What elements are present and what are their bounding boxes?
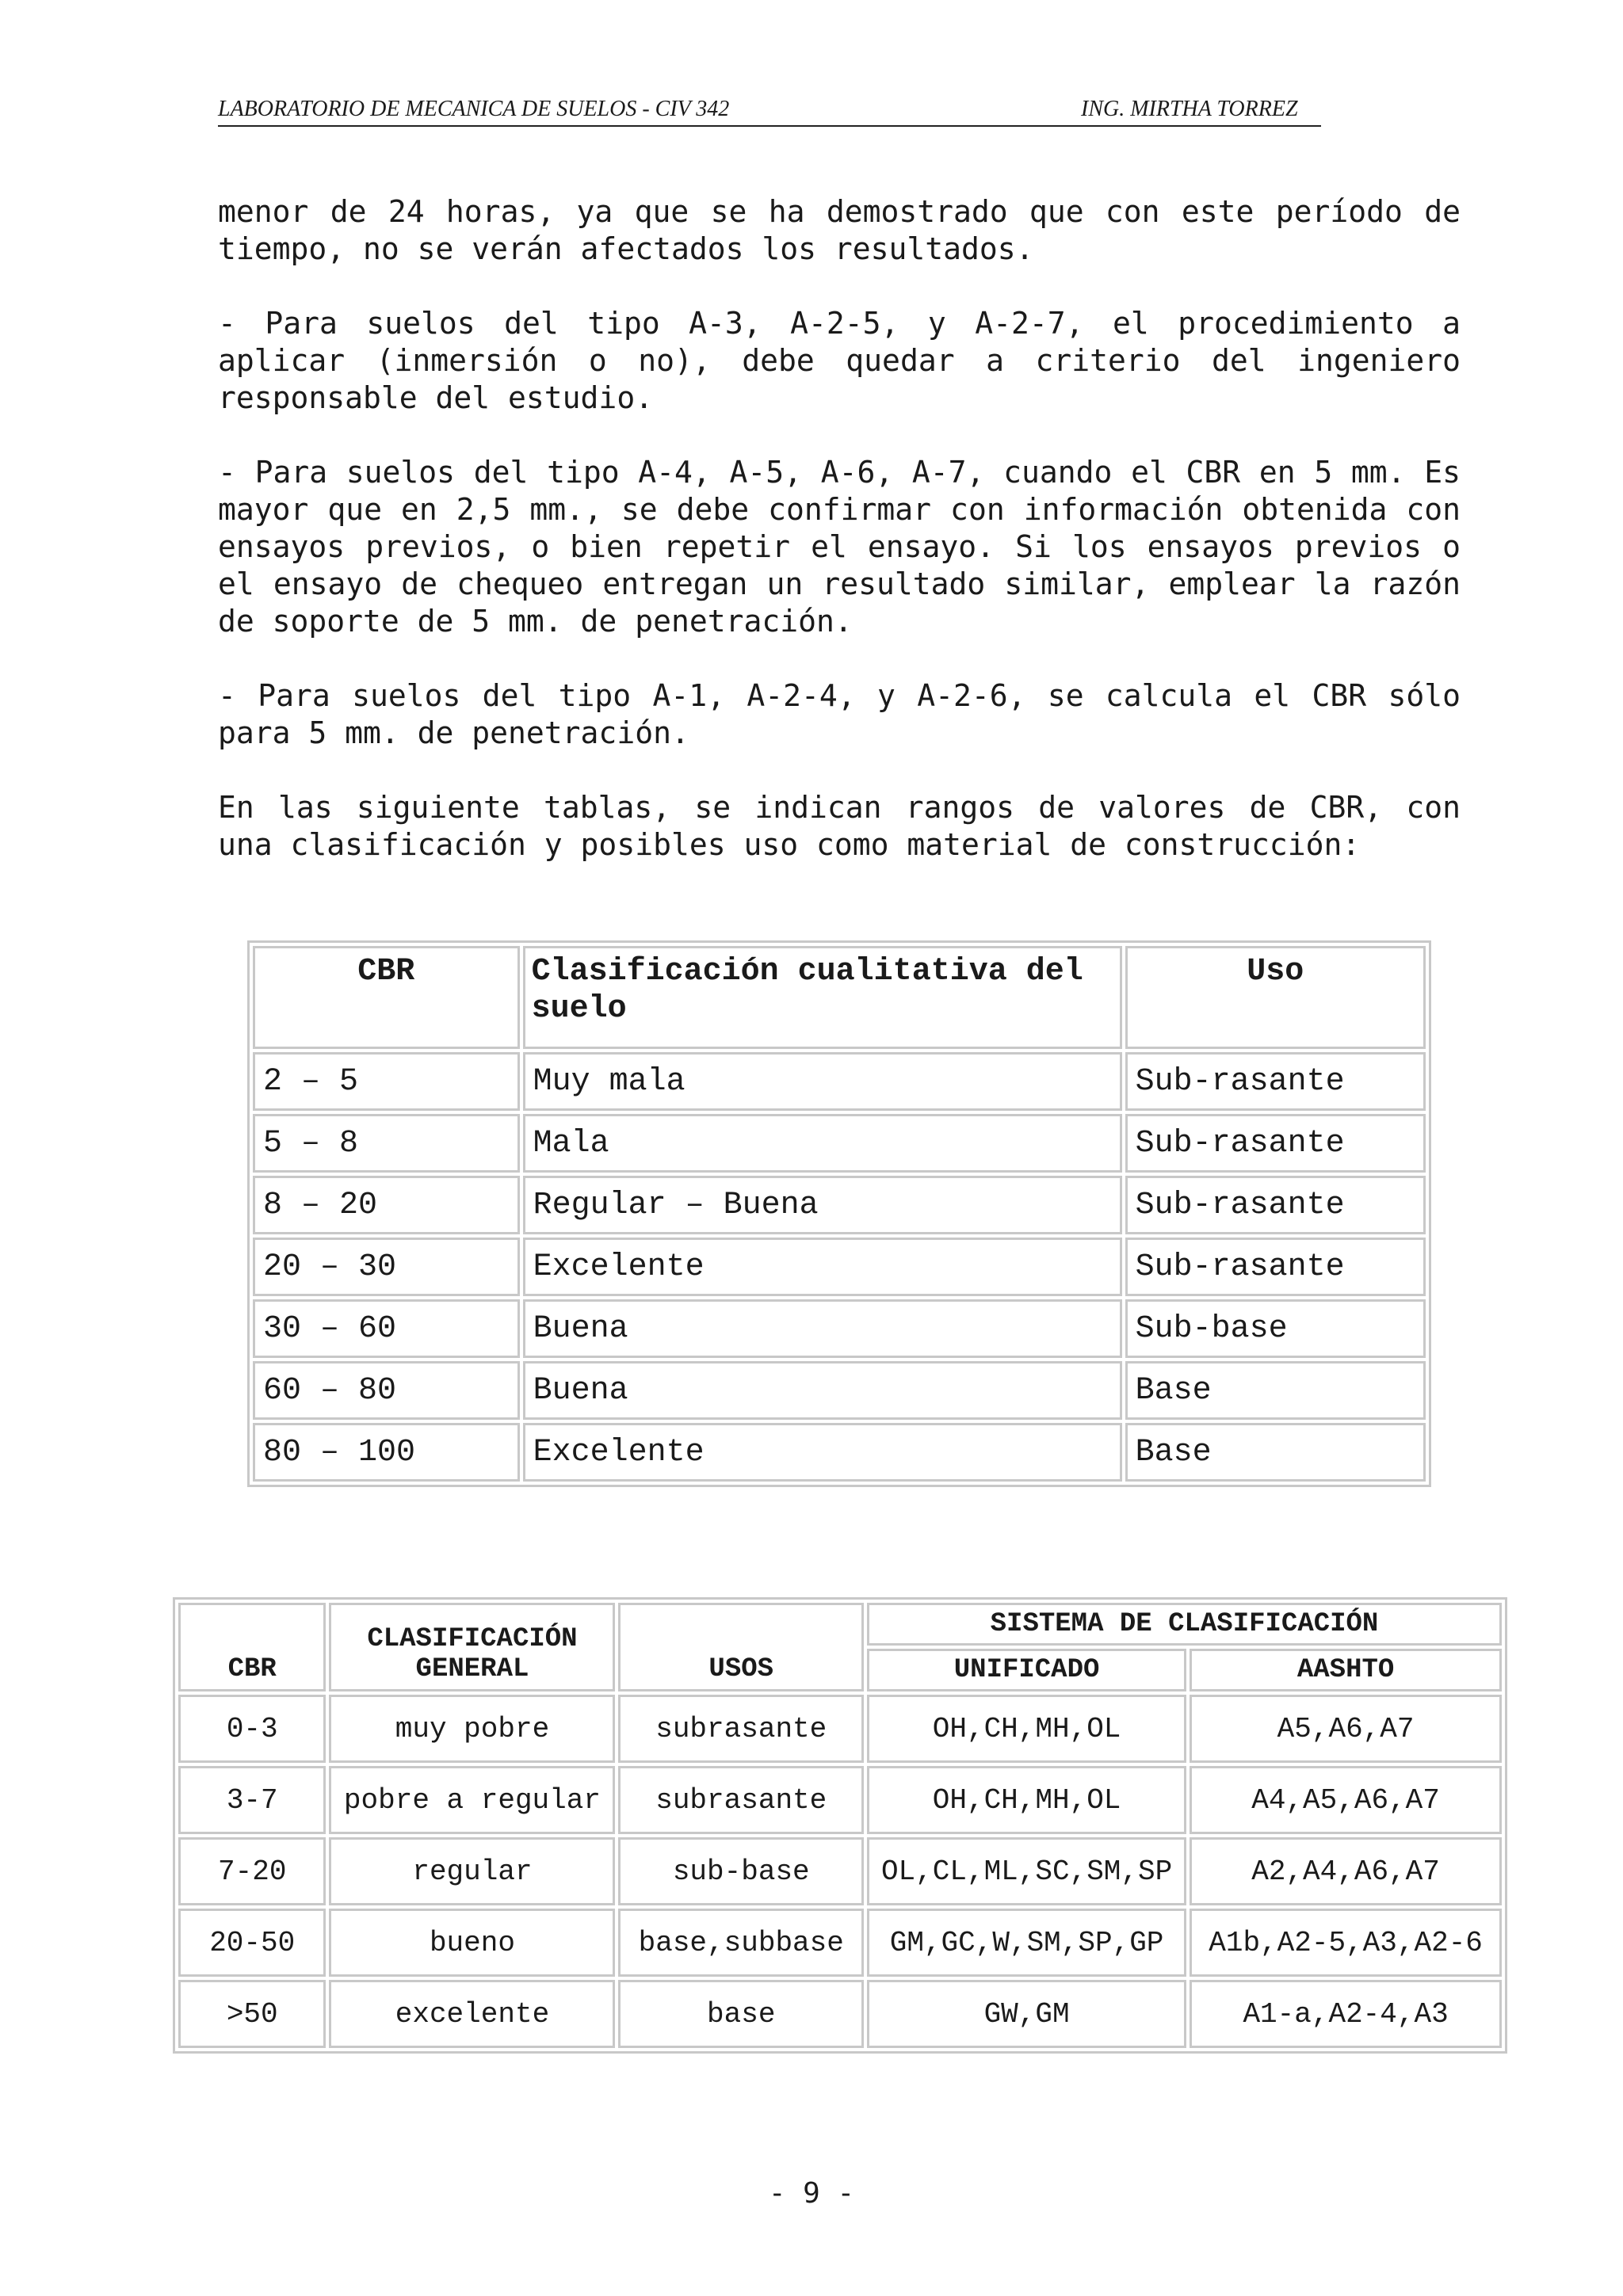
table-row: [253, 1361, 1426, 1420]
cell-cbr: 3-7: [178, 1766, 326, 1834]
cell-cbr: 20 – 30: [253, 1238, 520, 1296]
cell-classification: Buena: [523, 1299, 1122, 1358]
cbr-classification-system-table: [173, 1597, 1507, 2054]
table-row: [253, 1238, 1426, 1296]
cell-cbr: >50: [178, 1980, 326, 2048]
cell-uses: base,subbase: [618, 1909, 864, 1977]
cell-unified: OL,CL,ML,SC,SM,SP: [867, 1837, 1186, 1905]
header-author: ING. MIRTHA TORREZ: [1081, 97, 1298, 121]
cell-use: Sub-rasante: [1125, 1238, 1426, 1296]
table-row: [178, 1766, 1502, 1834]
table-row: [253, 1423, 1426, 1482]
page-header: [218, 97, 1321, 127]
cell-cbr: 0-3: [178, 1695, 326, 1763]
table-row: [253, 1052, 1426, 1111]
cell-cbr: 80 – 100: [253, 1423, 520, 1482]
cell-use: Sub-rasante: [1125, 1052, 1426, 1111]
table-row: [178, 1695, 1502, 1763]
cell-classification: Excelente: [523, 1423, 1122, 1482]
cell-use: Base: [1125, 1423, 1426, 1482]
column-header-use: Uso: [1125, 946, 1426, 1049]
table-row: [253, 1114, 1426, 1173]
column-header-classification: Clasificación cualitativa del suelo: [523, 946, 1122, 1049]
cell-uses: subrasante: [618, 1695, 864, 1763]
cell-cbr: 60 – 80: [253, 1361, 520, 1420]
table-header-row: [178, 1603, 1502, 1646]
cell-uses: subrasante: [618, 1766, 864, 1834]
cell-cbr: 2 – 5: [253, 1052, 520, 1111]
cell-cbr: 30 – 60: [253, 1299, 520, 1358]
paragraph: En las siguiente tablas, se indican rangos de valores de CBR, con una clasificación y posibles uso como material de construcción:: [218, 790, 1461, 862]
table-row: [253, 1299, 1426, 1358]
cell-use: Sub-rasante: [1125, 1114, 1426, 1173]
paragraph: - Para suelos del tipo A-3, A-2-5, y A-2-7, el procedimiento a aplicar (inmersión o no), debe quedar a criterio del ingeniero responsable del estudio.: [218, 306, 1461, 415]
cell-classification: Buena: [523, 1361, 1122, 1420]
header-course: LABORATORIO DE MECANICA DE SUELOS - CIV 342: [218, 97, 730, 121]
cell-aashto: A4,A5,A6,A7: [1190, 1766, 1502, 1834]
cell-uses: sub-base: [618, 1837, 864, 1905]
table-row: [253, 1176, 1426, 1234]
cell-cbr: 8 – 20: [253, 1176, 520, 1234]
cell-use: Sub-rasante: [1125, 1176, 1426, 1234]
column-header-classification-system: SISTEMA DE CLASIFICACIÓN: [867, 1603, 1502, 1646]
cell-classification: Muy mala: [523, 1052, 1122, 1111]
page-number: - 9 -: [768, 2177, 855, 2210]
cell-aashto: A1b,A2-5,A3,A2-6: [1190, 1909, 1502, 1977]
cell-unified: OH,CH,MH,OL: [867, 1695, 1186, 1763]
cell-aashto: A2,A4,A6,A7: [1190, 1837, 1502, 1905]
table-row: [178, 1837, 1502, 1905]
column-header-general-classification: CLASIFICACIÓN GENERAL: [329, 1603, 615, 1691]
body-text: [218, 193, 1461, 864]
paragraph: - Para suelos del tipo A-4, A-5, A-6, A-7, cuando el CBR en 5 mm. Es mayor que en 2,5 mm., se debe confirmar con información obtenida con ensayos previos, o bien repetir el ensayo. Si los ensayos previos o el ensayo de chequeo entregan un resultado similar, emplear la razón de soporte de 5 mm. de penetración.: [218, 455, 1461, 639]
cell-use: Base: [1125, 1361, 1426, 1420]
cell-use: Sub-base: [1125, 1299, 1426, 1358]
cell-general-classification: bueno: [329, 1909, 615, 1977]
cell-cbr: 7-20: [178, 1837, 326, 1905]
cell-aashto: A5,A6,A7: [1190, 1695, 1502, 1763]
paragraph: menor de 24 horas, ya que se ha demostrado que con este período de tiempo, no se verán afectados los resultados.: [218, 194, 1461, 266]
column-header-cbr: CBR: [253, 946, 520, 1049]
cell-classification: Mala: [523, 1114, 1122, 1173]
cell-cbr: 20-50: [178, 1909, 326, 1977]
table-row: [178, 1980, 1502, 2048]
cell-general-classification: muy pobre: [329, 1695, 615, 1763]
column-header-unified: UNIFICADO: [867, 1649, 1186, 1691]
cell-classification: Excelente: [523, 1238, 1122, 1296]
column-header-aashto: AASHTO: [1190, 1649, 1502, 1691]
cell-uses: base: [618, 1980, 864, 2048]
cell-unified: OH,CH,MH,OL: [867, 1766, 1186, 1834]
column-header-cbr: CBR: [178, 1603, 326, 1691]
table-row: [178, 1909, 1502, 1977]
cell-general-classification: regular: [329, 1837, 615, 1905]
cell-cbr: 5 – 8: [253, 1114, 520, 1173]
cbr-qualitative-table: [247, 940, 1431, 1487]
cell-general-classification: excelente: [329, 1980, 615, 2048]
column-header-uses: USOS: [618, 1603, 864, 1691]
table-header-row: [253, 946, 1426, 1049]
cell-unified: GW,GM: [867, 1980, 1186, 2048]
cell-aashto: A1-a,A2-4,A3: [1190, 1980, 1502, 2048]
cell-general-classification: pobre a regular: [329, 1766, 615, 1834]
cell-unified: GM,GC,W,SM,SP,GP: [867, 1909, 1186, 1977]
cell-classification: Regular – Buena: [523, 1176, 1122, 1234]
paragraph: - Para suelos del tipo A-1, A-2-4, y A-2-6, se calcula el CBR sólo para 5 mm. de penetración.: [218, 678, 1461, 750]
